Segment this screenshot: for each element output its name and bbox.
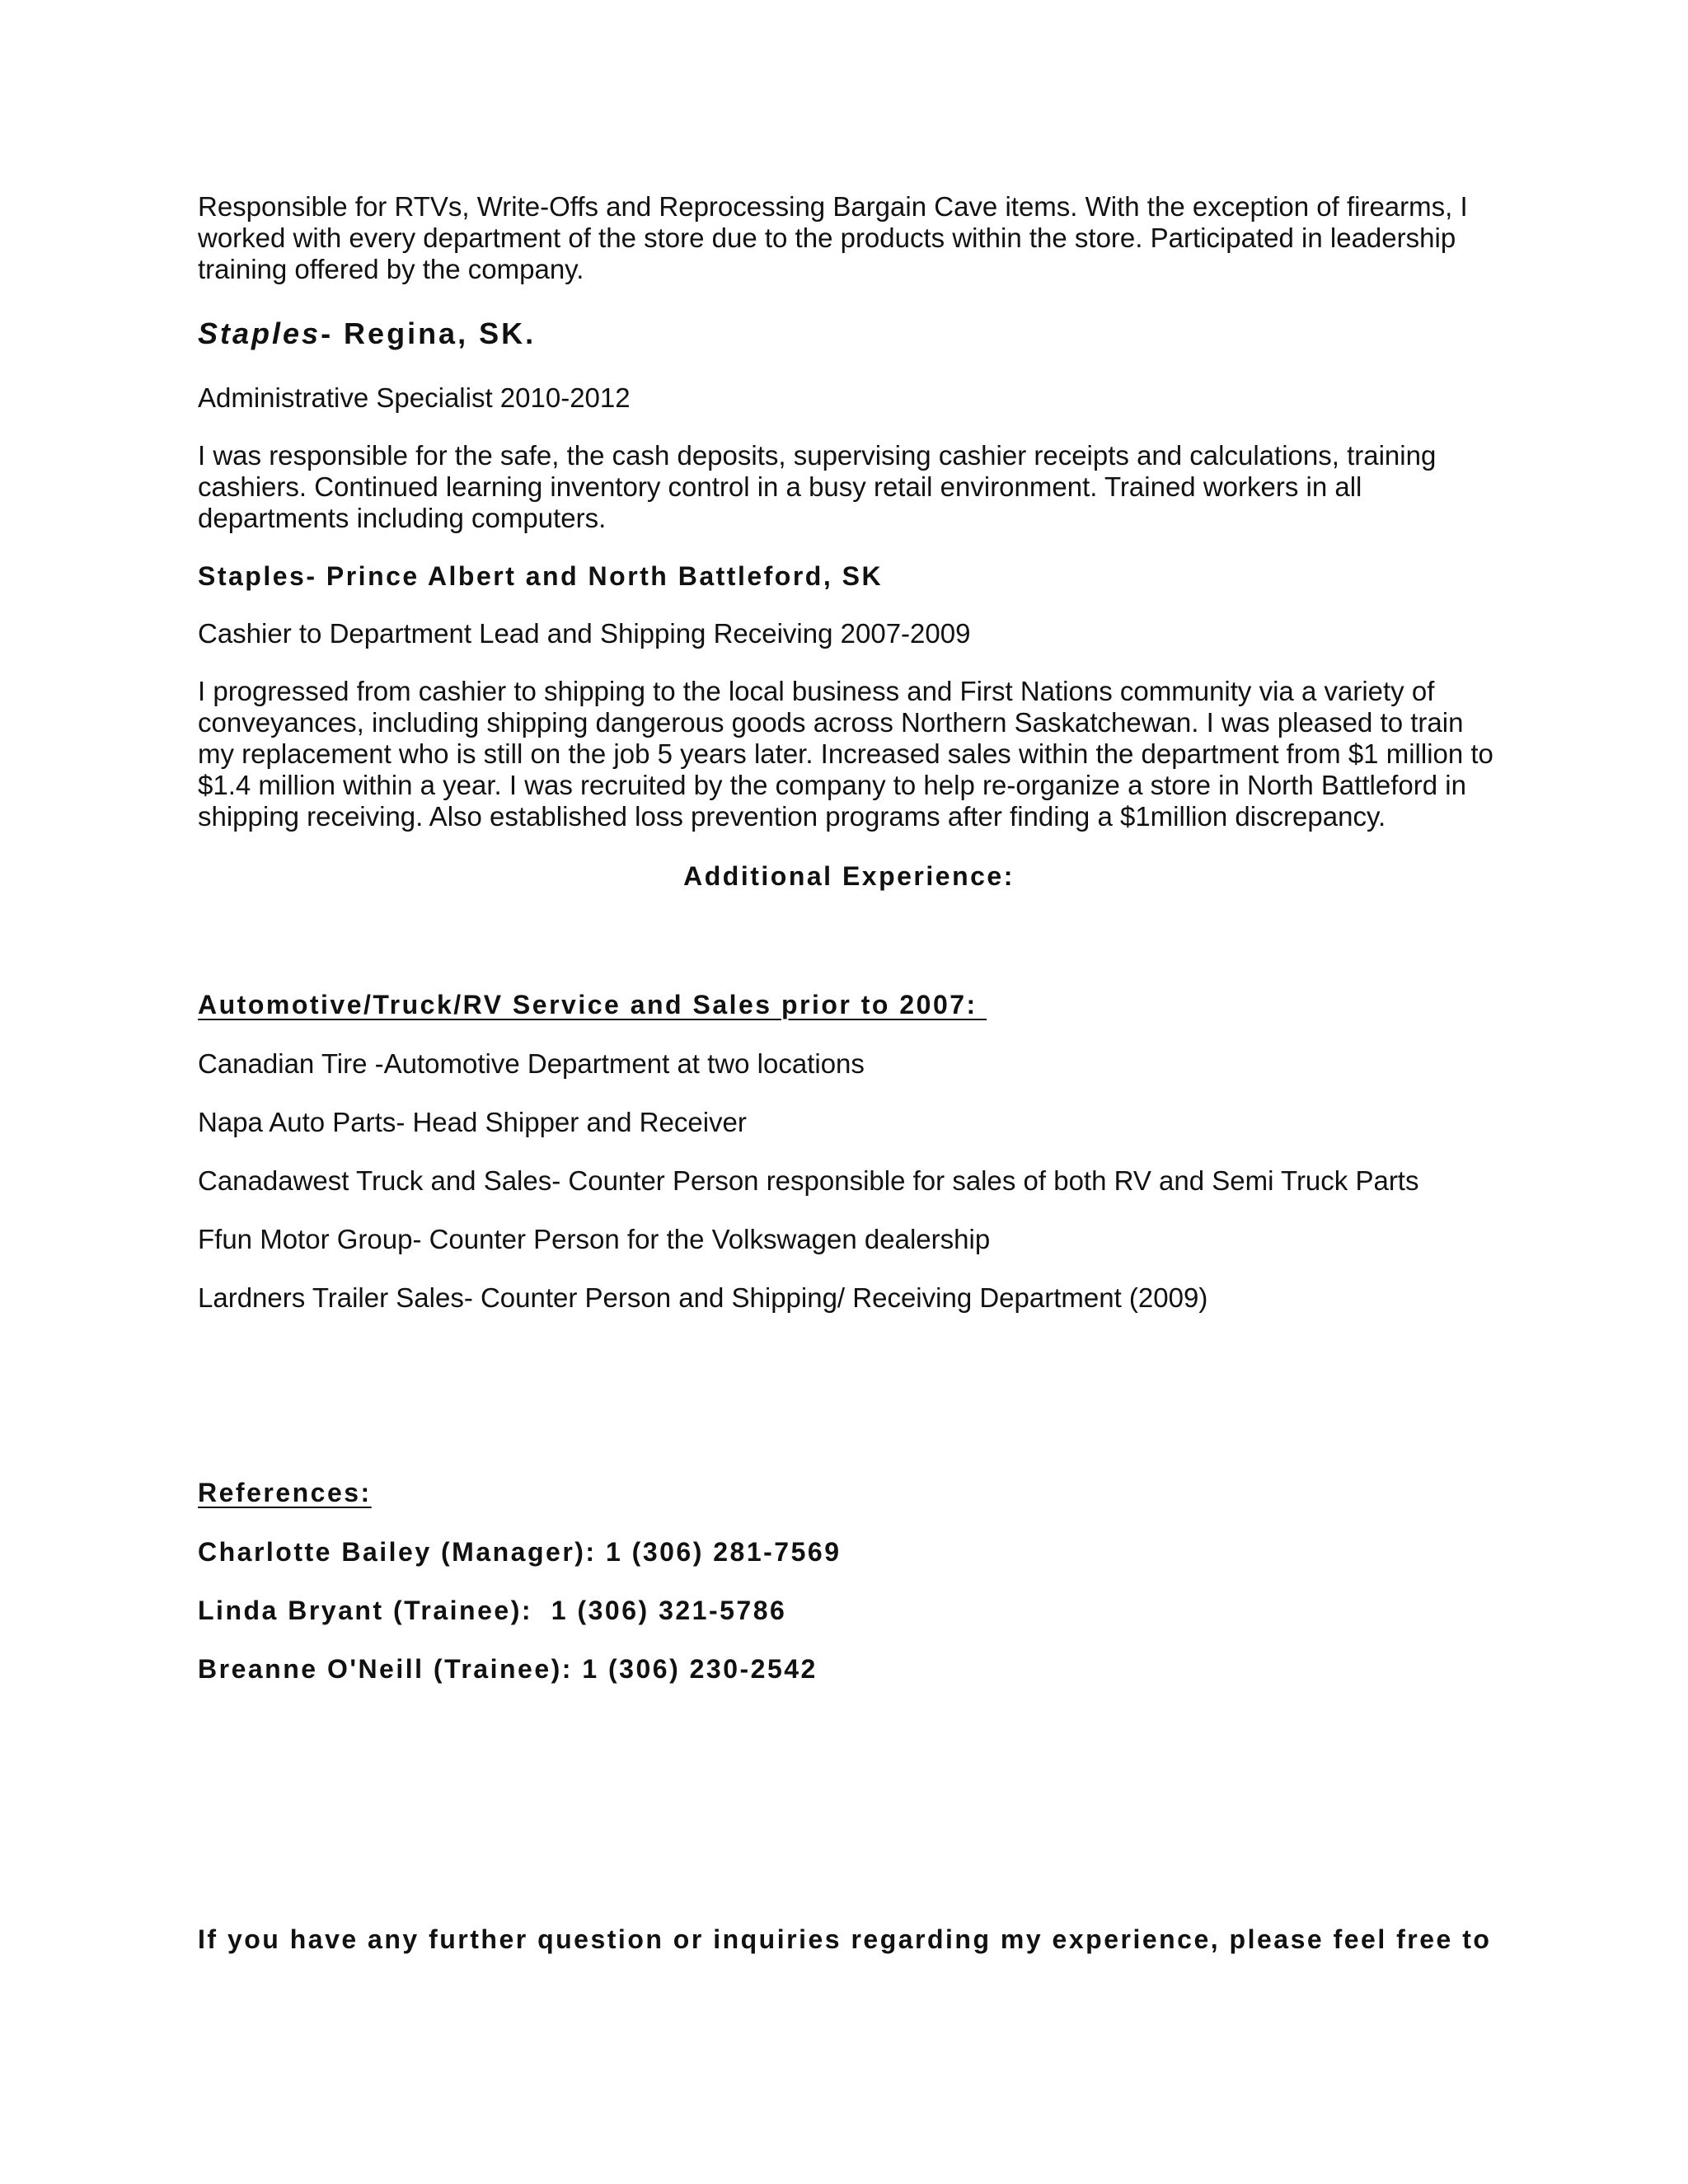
reference-item: Charlotte Bailey (Manager): 1 (306) 281-7569 [198,1537,842,1567]
job-description: I was responsible for the safe, the cash deposits, supervising cashier receipts and calculations, training cashiers. Continued learning inventory control in a busy retail environment. Trained workers in all departments including computers. [198,440,1437,533]
job-title: Cashier to Department Lead and Shipping Receiving 2007-2009 [198,618,971,649]
reference-item: Breanne O'Neill (Trainee): 1 (306) 230-2542 [198,1654,818,1684]
closing-line: If you have any further question or inquiries regarding my experience, please feel free to [198,1924,1492,1954]
experience-item: Ffun Motor Group- Counter Person for the Volkswagen dealership [198,1224,991,1254]
staples-pa-heading: Staples- Prince Albert and North Battleford, SK [198,561,884,591]
reference-item: Linda Bryant (Trainee): 1 (306) 321-5786 [198,1596,787,1625]
staples-regina-heading [198,316,536,351]
intro-paragraph: Responsible for RTVs, Write-Offs and Reprocessing Bargain Cave items. With the exception of firearms, I worked with every department of the store due to the products within the store. Participated in leadership training offered by the company. [198,191,1468,284]
company-location: - Regina, SK. [321,316,537,350]
experience-item: Canadian Tire -Automotive Department at two locations [198,1048,865,1079]
experience-item: Lardners Trailer Sales- Counter Person and Shipping/ Receiving Department (2009) [198,1282,1208,1313]
references-heading: References: [198,1478,372,1507]
experience-item: Canadawest Truck and Sales- Counter Person responsible for sales of both RV and Semi Truck Parts [198,1165,1419,1196]
company-name: Staples [198,316,321,350]
automotive-heading: Automotive/Truck/RV Service and Sales prior to 2007: [198,990,987,1019]
job-title: Administrative Specialist 2010-2012 [198,382,631,413]
job-description: I progressed from cashier to shipping to the local business and First Nations community via a variety of conveyances, including shipping dangerous goods across Northern Saskatchewan. I was pleased to train my replacement who is still on the job 5 years later. Increased sales within the department from $1 million to $1.4 million within a year. I was recruited by the company to help re-organize a store in North Battleford in shipping receiving. Also established loss prevention programs after finding a $1million discrepancy. [198,676,1493,832]
experience-item: Napa Auto Parts- Head Shipper and Receiver [198,1107,747,1137]
additional-experience-heading: Additional Experience: [683,861,1015,891]
